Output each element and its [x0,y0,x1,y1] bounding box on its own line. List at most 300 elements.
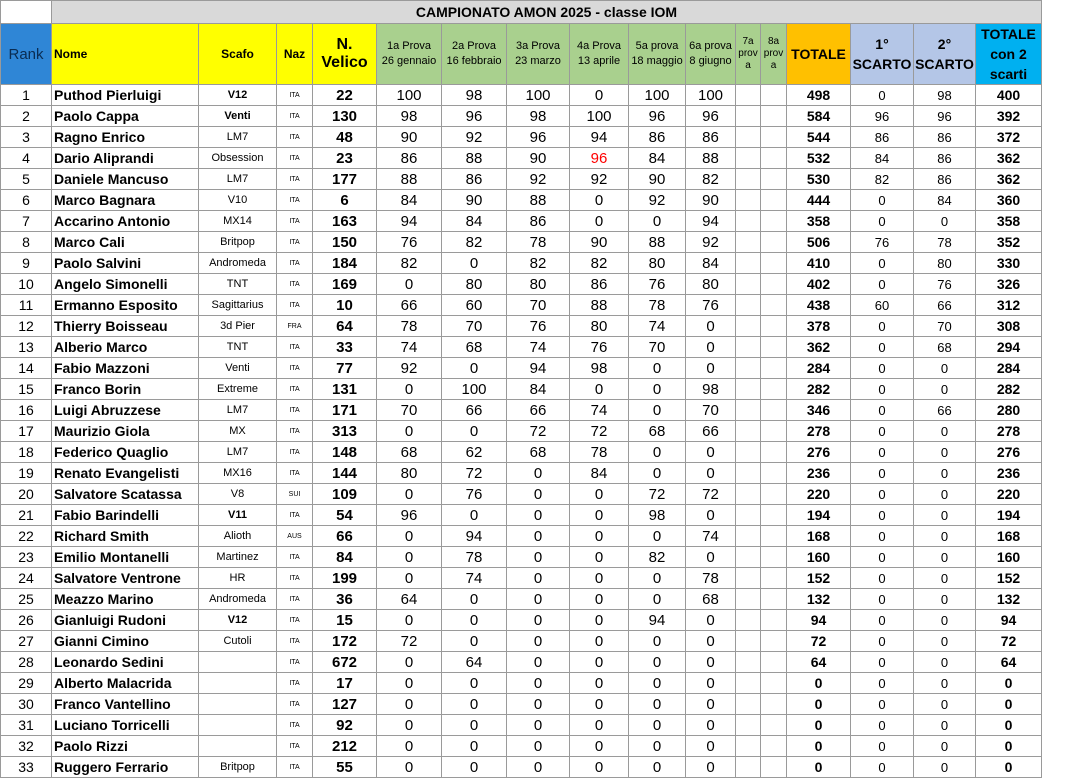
race-5-header [629,24,686,85]
discard-2-cell: 0 [914,757,976,778]
discard-2-cell: 66 [914,295,976,316]
race-4-score-cell: 92 [570,169,629,190]
race-8-score-cell [761,232,787,253]
race-5-score-cell: 88 [629,232,686,253]
race-7-score-cell [736,274,761,295]
final-total-cell: 132 [976,589,1042,610]
rank-header: Rank [1,24,52,85]
table-row [1,400,1042,421]
rank-cell: 32 [1,736,52,757]
total-cell: 276 [787,442,851,463]
discard-1-cell: 0 [851,442,914,463]
race-3-score-cell: 0 [507,547,570,568]
sail-number-header [313,24,377,85]
discard-1-cell: 0 [851,715,914,736]
discard-2-header [914,24,976,85]
table-row [1,232,1042,253]
nation-cell: ITA [277,169,313,190]
race-2-score-cell: 0 [442,694,507,715]
sail-number-cell: 144 [313,463,377,484]
race-6-score-cell: 100 [686,85,736,106]
race-4-date: 13 aprile [577,55,621,67]
nation-cell: ITA [277,694,313,715]
race-4-score-cell: 76 [570,337,629,358]
race-5-score-cell: 94 [629,610,686,631]
final-total-line2: con 2 scarti [989,46,1028,82]
race-7-line1: 7a [742,36,754,47]
nation-cell: AUS [277,526,313,547]
race-6-score-cell: 94 [686,211,736,232]
race-4-score-cell: 86 [570,274,629,295]
race-2-score-cell: 90 [442,190,507,211]
boat-cell [199,652,277,673]
table-row [1,673,1042,694]
discard-1-cell: 0 [851,379,914,400]
race-7-score-cell [736,547,761,568]
race-8-score-cell [761,442,787,463]
race-6-score-cell: 66 [686,421,736,442]
name-cell: Salvatore Ventrone [52,568,199,589]
race-7-score-cell [736,736,761,757]
race-4-score-cell: 0 [570,526,629,547]
name-cell: Alberto Malacrida [52,673,199,694]
nation-cell: ITA [277,253,313,274]
sail-number-cell: 163 [313,211,377,232]
race-8-score-cell [761,253,787,274]
race-1-score-cell: 88 [377,169,442,190]
race-6-score-cell: 0 [686,337,736,358]
race-6-score-cell: 92 [686,232,736,253]
discard-2-cell: 0 [914,694,976,715]
race-1-score-cell: 94 [377,211,442,232]
total-header: TOTALE [787,24,851,85]
race-1-score-cell: 70 [377,400,442,421]
discard-2-cell: 98 [914,85,976,106]
table-row [1,715,1042,736]
name-cell: Daniele Mancuso [52,169,199,190]
final-total-cell: 0 [976,736,1042,757]
nation-header: Naz [277,24,313,85]
race-3-score-cell: 0 [507,715,570,736]
final-total-cell: 360 [976,190,1042,211]
discard-2-cell: 86 [914,148,976,169]
boat-cell [199,715,277,736]
race-2-score-cell: 94 [442,526,507,547]
rank-cell: 27 [1,631,52,652]
race-8-line3: a [770,60,777,71]
discard-1-cell: 0 [851,547,914,568]
race-5-score-cell: 82 [629,547,686,568]
nation-cell: ITA [277,295,313,316]
race-3-score-cell: 0 [507,652,570,673]
rank-cell: 23 [1,547,52,568]
sail-number-cell: 169 [313,274,377,295]
nation-cell: ITA [277,715,313,736]
race-7-header [736,24,761,85]
nation-cell: ITA [277,211,313,232]
race-5-date: 18 maggio [631,55,683,67]
rank-cell: 17 [1,421,52,442]
race-3-score-cell: 88 [507,190,570,211]
total-cell: 168 [787,526,851,547]
race-6-score-cell: 74 [686,526,736,547]
race-5-score-cell: 72 [629,484,686,505]
sail-number-cell: 130 [313,106,377,127]
sail-number-cell: 6 [313,190,377,211]
race-7-line3: a [745,60,751,71]
total-cell: 132 [787,589,851,610]
rank-cell: 30 [1,694,52,715]
race-6-score-cell: 0 [686,757,736,778]
discard-1-cell: 0 [851,358,914,379]
discard-1-cell: 0 [851,400,914,421]
name-header: Nome [52,24,199,85]
discard-2-cell: 66 [914,400,976,421]
discard-2-cell: 78 [914,232,976,253]
race-2-score-cell: 0 [442,610,507,631]
final-total-cell: 326 [976,274,1042,295]
race-3-score-cell: 70 [507,295,570,316]
nation-cell: ITA [277,610,313,631]
table-row [1,421,1042,442]
race-5-score-cell: 68 [629,421,686,442]
discard-2-cell: 80 [914,253,976,274]
sail-number-cell: 672 [313,652,377,673]
race-4-header [570,24,629,85]
race-2-score-cell: 0 [442,715,507,736]
name-cell: Luciano Torricelli [52,715,199,736]
race-6-score-cell: 86 [686,127,736,148]
table-row [1,547,1042,568]
race-5-score-cell: 0 [629,673,686,694]
race-4-score-cell: 0 [570,85,629,106]
race-4-score-cell: 74 [570,400,629,421]
race-8-score-cell [761,316,787,337]
race-4-score-cell: 84 [570,463,629,484]
race-3-score-cell: 84 [507,379,570,400]
sail-number-cell: 171 [313,400,377,421]
race-1-score-cell: 0 [377,568,442,589]
race-8-score-cell [761,715,787,736]
sail-number-cell: 10 [313,295,377,316]
nation-cell: ITA [277,400,313,421]
race-8-score-cell [761,190,787,211]
race-2-score-cell: 0 [442,505,507,526]
discard-1-cell: 0 [851,274,914,295]
race-1-score-cell: 78 [377,316,442,337]
race-8-score-cell [761,358,787,379]
race-5-score-cell: 86 [629,127,686,148]
final-total-cell: 160 [976,547,1042,568]
final-total-cell: 72 [976,631,1042,652]
total-cell: 220 [787,484,851,505]
race-4-score-cell: 90 [570,232,629,253]
name-cell: Paolo Salvini [52,253,199,274]
race-2-header [442,24,507,85]
race-1-score-cell: 0 [377,757,442,778]
race-6-score-cell: 68 [686,589,736,610]
race-4-score-cell: 82 [570,253,629,274]
race-5-label: 5a prova [635,40,679,52]
total-cell: 378 [787,316,851,337]
total-cell: 544 [787,127,851,148]
rank-cell: 7 [1,211,52,232]
total-cell: 0 [787,694,851,715]
race-7-score-cell [736,106,761,127]
race-8-score-cell [761,400,787,421]
race-6-score-cell: 0 [686,316,736,337]
race-7-score-cell [736,85,761,106]
total-cell: 444 [787,190,851,211]
race-4-score-cell: 0 [570,568,629,589]
boat-cell: LM7 [199,400,277,421]
race-7-score-cell [736,253,761,274]
discard-1-line2: SCARTO [852,56,912,72]
table-row [1,463,1042,484]
rank-cell: 12 [1,316,52,337]
sail-number-cell: 127 [313,694,377,715]
nation-cell: ITA [277,652,313,673]
race-8-score-cell [761,694,787,715]
sail-number-cell: 150 [313,232,377,253]
sail-number-header-line1: N. [336,36,353,53]
boat-cell: Obsession [199,148,277,169]
race-8-score-cell [761,547,787,568]
race-2-score-cell: 68 [442,337,507,358]
race-2-score-cell: 66 [442,400,507,421]
race-8-score-cell [761,274,787,295]
race-4-score-cell: 94 [570,127,629,148]
name-cell: Franco Borin [52,379,199,400]
table-row [1,337,1042,358]
sail-number-cell: 15 [313,610,377,631]
table-row [1,211,1042,232]
race-8-score-cell [761,127,787,148]
race-3-score-cell: 78 [507,232,570,253]
final-total-line1: TOTALE [981,26,1036,42]
boat-header: Scafo [199,24,277,85]
race-6-score-cell: 98 [686,379,736,400]
race-5-score-cell: 0 [629,589,686,610]
race-1-score-cell: 100 [377,85,442,106]
discard-1-cell: 0 [851,610,914,631]
final-total-cell: 0 [976,757,1042,778]
name-cell: Ermanno Esposito [52,295,199,316]
race-4-score-cell: 0 [570,589,629,610]
race-4-score-cell: 0 [570,505,629,526]
discard-2-cell: 0 [914,358,976,379]
rank-cell: 25 [1,589,52,610]
discard-2-cell: 0 [914,715,976,736]
table-row [1,253,1042,274]
rank-cell: 22 [1,526,52,547]
race-4-score-cell: 0 [570,484,629,505]
nation-cell: ITA [277,463,313,484]
name-cell: Meazzo Marino [52,589,199,610]
final-total-cell: 0 [976,673,1042,694]
discard-2-cell: 0 [914,505,976,526]
rank-cell: 19 [1,463,52,484]
sail-number-cell: 177 [313,169,377,190]
final-total-cell: 236 [976,463,1042,484]
race-5-score-cell: 96 [629,106,686,127]
race-7-line2: prov [738,48,758,59]
sail-number-cell: 33 [313,337,377,358]
race-6-score-cell: 0 [686,673,736,694]
sail-number-cell: 84 [313,547,377,568]
race-6-score-cell: 80 [686,274,736,295]
table-row [1,190,1042,211]
race-5-score-cell: 0 [629,526,686,547]
race-4-score-cell: 88 [570,295,629,316]
name-cell: Paolo Rizzi [52,736,199,757]
race-1-score-cell: 0 [377,547,442,568]
boat-cell: TNT [199,337,277,358]
final-total-cell: 330 [976,253,1042,274]
race-1-score-cell: 72 [377,631,442,652]
race-4-score-cell: 0 [570,715,629,736]
race-5-score-cell: 100 [629,85,686,106]
race-5-score-cell: 92 [629,190,686,211]
race-2-score-cell: 98 [442,85,507,106]
race-6-score-cell: 0 [686,442,736,463]
final-total-cell: 220 [976,484,1042,505]
race-2-score-cell: 74 [442,568,507,589]
rank-cell: 1 [1,85,52,106]
race-8-score-cell [761,211,787,232]
race-7-score-cell [736,694,761,715]
discard-2-cell: 84 [914,190,976,211]
total-cell: 0 [787,673,851,694]
race-1-header [377,24,442,85]
name-cell: Accarino Antonio [52,211,199,232]
name-cell: Ragno Enrico [52,127,199,148]
race-7-score-cell [736,232,761,253]
table-row [1,757,1042,778]
final-total-cell: 0 [976,694,1042,715]
race-2-score-cell: 62 [442,442,507,463]
total-cell: 346 [787,400,851,421]
race-1-score-cell: 82 [377,253,442,274]
name-cell: Marco Bagnara [52,190,199,211]
race-3-score-cell: 100 [507,85,570,106]
race-7-score-cell [736,442,761,463]
discard-1-cell: 84 [851,148,914,169]
race-5-score-cell: 0 [629,379,686,400]
name-cell: Federico Quaglio [52,442,199,463]
race-7-score-cell [736,358,761,379]
race-2-score-cell: 0 [442,253,507,274]
race-6-score-cell: 0 [686,652,736,673]
race-7-score-cell [736,211,761,232]
rank-cell: 20 [1,484,52,505]
race-4-score-cell: 0 [570,547,629,568]
sail-number-cell: 36 [313,589,377,610]
race-7-score-cell [736,589,761,610]
table-row [1,589,1042,610]
race-6-score-cell: 72 [686,484,736,505]
table-row [1,106,1042,127]
race-6-score-cell: 0 [686,736,736,757]
name-cell: Dario Aliprandi [52,148,199,169]
race-6-score-cell: 90 [686,190,736,211]
race-6-score-cell: 0 [686,610,736,631]
nation-cell: ITA [277,631,313,652]
table-row [1,274,1042,295]
rank-cell: 33 [1,757,52,778]
sail-number-cell: 54 [313,505,377,526]
final-total-cell: 312 [976,295,1042,316]
sail-number-cell: 92 [313,715,377,736]
rank-cell: 14 [1,358,52,379]
boat-cell: MX16 [199,463,277,484]
total-cell: 282 [787,379,851,400]
final-total-cell: 362 [976,148,1042,169]
race-1-score-cell: 0 [377,484,442,505]
race-3-score-cell: 0 [507,484,570,505]
boat-cell: Andromeda [199,589,277,610]
race-2-score-cell: 96 [442,106,507,127]
boat-cell: Cutoli [199,631,277,652]
discard-1-cell: 76 [851,232,914,253]
sail-number-cell: 77 [313,358,377,379]
race-8-score-cell [761,169,787,190]
discard-2-cell: 0 [914,736,976,757]
discard-1-cell: 82 [851,169,914,190]
sail-number-cell: 313 [313,421,377,442]
final-total-cell: 280 [976,400,1042,421]
discard-2-cell: 0 [914,631,976,652]
race-3-score-cell: 76 [507,316,570,337]
race-3-score-cell: 0 [507,568,570,589]
discard-1-cell: 0 [851,631,914,652]
race-6-score-cell: 0 [686,358,736,379]
boat-cell [199,673,277,694]
boat-cell [199,736,277,757]
table-row [1,127,1042,148]
rank-cell: 9 [1,253,52,274]
race-4-score-cell: 78 [570,442,629,463]
boat-cell: MX14 [199,211,277,232]
race-4-score-cell: 0 [570,631,629,652]
table-row [1,316,1042,337]
race-1-score-cell: 0 [377,652,442,673]
race-5-score-cell: 0 [629,652,686,673]
total-cell: 410 [787,253,851,274]
race-3-score-cell: 0 [507,757,570,778]
race-2-label: 2a Prova [451,40,497,52]
final-total-cell: 400 [976,85,1042,106]
name-cell: Thierry Boisseau [52,316,199,337]
race-2-score-cell: 0 [442,631,507,652]
race-1-score-cell: 74 [377,337,442,358]
race-8-line2: prov [763,48,784,59]
boat-cell: TNT [199,274,277,295]
nation-cell: ITA [277,106,313,127]
final-total-cell: 168 [976,526,1042,547]
nation-cell: ITA [277,190,313,211]
race-8-score-cell [761,505,787,526]
race-6-header [686,24,736,85]
name-cell: Renato Evangelisti [52,463,199,484]
race-1-score-cell: 86 [377,148,442,169]
race-5-score-cell: 74 [629,316,686,337]
race-8-line1: 8a [767,36,780,47]
sail-number-cell: 212 [313,736,377,757]
final-total-cell: 308 [976,316,1042,337]
boat-cell: V12 [199,85,277,106]
race-5-score-cell: 90 [629,169,686,190]
